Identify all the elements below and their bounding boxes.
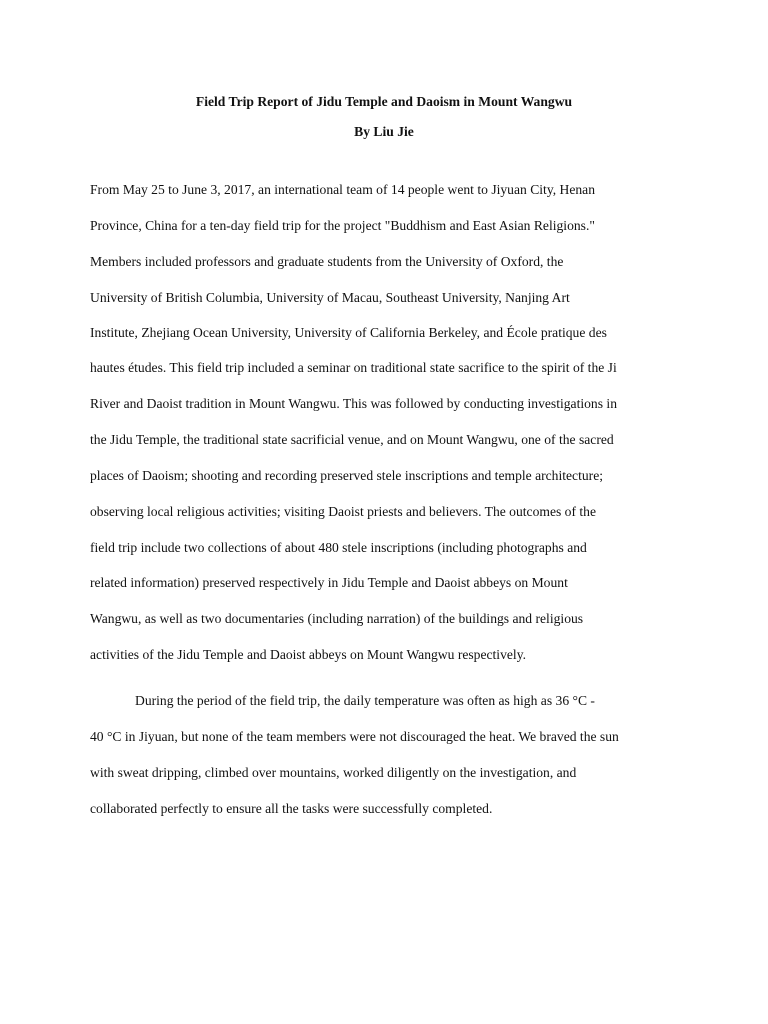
paragraph-line: University of British Columbia, University of Macau, Southeast University, Nanjing Art [90,290,570,305]
document-author: By Liu Jie [354,124,414,139]
paragraph-line: Province, China for a ten-day field trip for the project "Buddhism and East Asian Religions." [90,218,595,233]
paragraph-line: 40 °C in Jiyuan, but none of the team members were not discouraged the heat. We braved the sun [90,729,619,744]
paragraph-line: the Jidu Temple, the traditional state sacrificial venue, and on Mount Wangwu, one of the sacred [90,432,614,447]
document-title: Field Trip Report of Jidu Temple and Daoism in Mount Wangwu [195,94,573,109]
paragraph-line: observing local religious activities; visiting Daoist priests and believers. The outcomes of the [90,504,597,519]
paragraph-line: hautes études. This field trip included a seminar on traditional state sacrifice to the spirit of the Ji [90,360,617,375]
paragraph-line: Institute, Zhejiang Ocean University, University of California Berkeley, and École pratique des [90,325,607,340]
paragraph-line: Wangwu, as well as two documentaries (including narration) of the buildings and religious [90,611,584,626]
paragraph-line: activities of the Jidu Temple and Daoist abbeys on Mount Wangwu respectively. [90,647,527,662]
paragraph-line: collaborated perfectly to ensure all the tasks were successfully completed. [90,801,493,816]
paragraph-line: During the period of the field trip, the daily temperature was often as high as 36 °C - [135,693,595,708]
paragraph-line: Members included professors and graduate students from the University of Oxford, the [90,254,564,269]
paragraph-line: related information) preserved respectively in Jidu Temple and Daoist abbeys on Mount [90,575,568,590]
paragraph-line: River and Daoist tradition in Mount Wangwu. This was followed by conducting investigations in [90,396,617,411]
paragraph-line: with sweat dripping, climbed over mountains, worked diligently on the investigation, and [90,765,577,780]
paragraph-line: From May 25 to June 3, 2017, an international team of 14 people went to Jiyuan City, Henan [90,182,596,197]
paragraph-line: places of Daoism; shooting and recording preserved stele inscriptions and temple architecture; [90,468,603,483]
paragraph-line: field trip include two collections of about 480 stele inscriptions (including photographs and [90,540,587,555]
